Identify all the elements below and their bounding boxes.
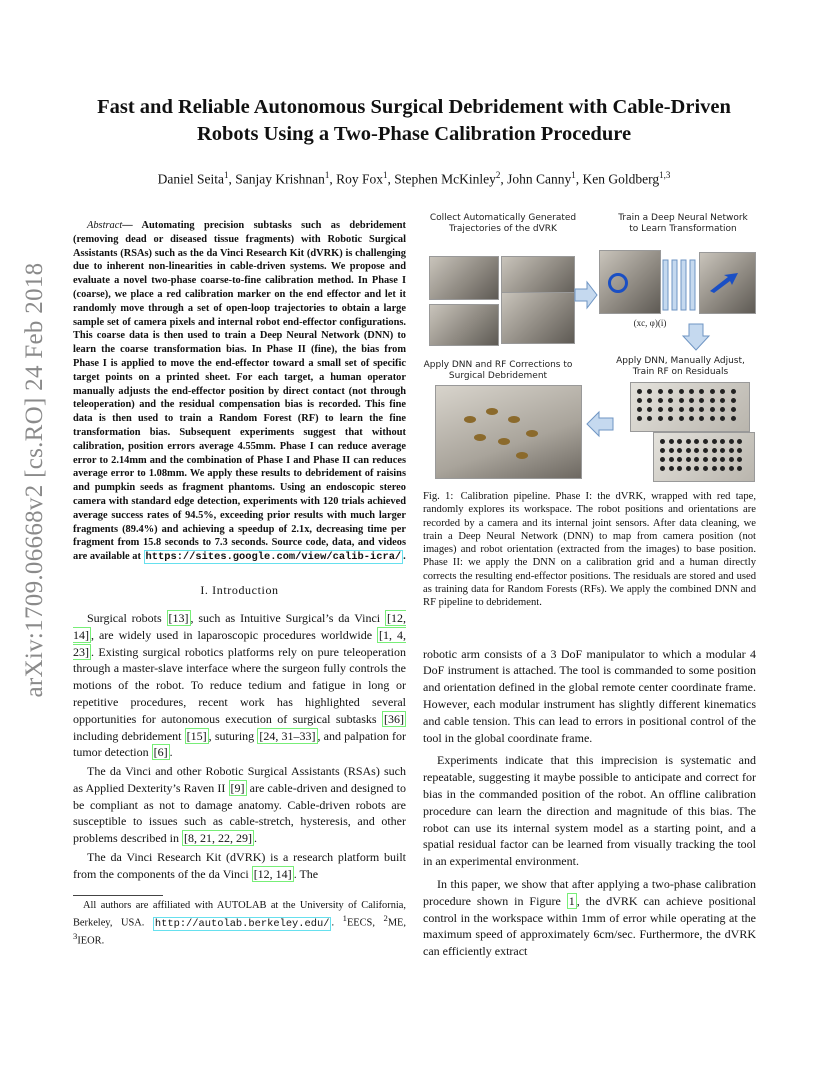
debridement-photo [435, 385, 582, 479]
author-affiliation: 1 [571, 170, 576, 180]
grid-dot [737, 439, 742, 444]
text: . [331, 917, 343, 929]
grid-dot [647, 389, 652, 394]
right-arrow-icon [573, 280, 599, 310]
figure-reference-link[interactable]: 1 [568, 893, 575, 908]
grid-dot [668, 407, 673, 412]
grid-dot [658, 398, 663, 403]
grid-dot [712, 448, 717, 453]
arxiv-id-text: arXiv:1709.06668v2 [cs.RO] 24 Feb 2018 [21, 262, 48, 698]
grid-dot [686, 448, 691, 453]
text: , suturing [208, 728, 258, 743]
grid-dot [710, 398, 715, 403]
left-column [73, 219, 406, 948]
grid-dot [669, 466, 674, 471]
footnote-divider [73, 895, 163, 896]
text: The da Vinci and other Robotic Surgical Assistants (RSAs) such as Applied Dexterity’s Raven II [73, 764, 406, 795]
grid-dot [710, 389, 715, 394]
text: . The [293, 866, 319, 881]
grid-dot [669, 439, 674, 444]
text: All authors are affiliated with AUTOLAB at the University of California, Berkeley, USA. [73, 899, 406, 929]
citation-link[interactable]: [36] [384, 711, 404, 726]
grid-dot [637, 407, 642, 412]
figure-label-train-dnn: Train a Deep Neural Network to Learn Transformation [618, 213, 748, 234]
author-affiliation: 1 [224, 170, 229, 180]
grid-dot [729, 466, 734, 471]
intro-paragraph-2 [73, 763, 406, 847]
citation-link[interactable]: [13] [168, 610, 189, 625]
footnote-mark: 3 [73, 931, 78, 942]
figure-1-calibration-pipeline [423, 210, 756, 482]
grid-dot [699, 416, 704, 421]
seed-fragment [486, 408, 498, 415]
grid-dot [660, 448, 665, 453]
blue-arrow-icon [710, 273, 740, 293]
citation-link[interactable]: [24, 31–33] [259, 728, 316, 743]
grid-dot [720, 416, 725, 421]
intro-paragraph-3 [73, 849, 406, 883]
text: IEOR. [77, 935, 105, 947]
grid-dot [699, 389, 704, 394]
transformation-photo [699, 252, 756, 314]
grid-dot [658, 389, 663, 394]
text: are cable-driven and designed to be compliant as not to damage anatomy. Cable-driven robots are susceptible to issues such as cable-stretch, hysteresis, and other problems described in [73, 780, 406, 846]
grid-dot [710, 407, 715, 412]
citation-link[interactable]: [9] [230, 780, 245, 795]
figure-label-apply-corrections: Apply DNN and RF Corrections to Surgical Debridement [423, 360, 573, 381]
author-name: Sanjay Krishnan [235, 171, 325, 187]
abstract-text: — Automating precision subtasks such as debridement (removing dead or diseased tissue fragments) with Robotic Surgical Assistants (RSAs) such as the da Vinci Research Kit (dVRK) is challenging due to inherent non-linearities in cable-driven systems. We propose and evaluate a novel two-phase coarse-to-fine calibration method. In Phase I (coarse), we place a red calibration marker on the end effector and let it randomly move through a set of open-loop trajectories to obtain a large sample set of camera pixels and internal robot end-effector configurations. This coarse data is then used to train a Deep Neural Network (DNN) to learn the coarse transformation bias. In Phase II (fine), the bias from Phase I is applied to move the end-effector toward a small set of specific target points on a printed sheet. For each target, a human operator manually adjusts the end-effector position by direct contact (not through teleoperation) and the residual compensation bias is recorded. This fine data is then used to train a Random Forest (RF) to learn the fine transformation bias. Subsequent experiments suggest that without calibration, position errors average 4.55mm. Phase I can reduce average error to 2.14mm and the combination of Phase I and Phase II can reduces average error to 1.08mm. We apply these results to debridement of raisins and pumpkin seeds as fragment phantoms. Using an endoscopic stereo camera with standard edge detection, experiments with 120 trials achieved average success rates of 94.5%, exceeding prior results with much larger fragments (89.4%) and achieving a speedup of 2.1x, decreasing time per fragment from 15.8 seconds to 7.3 seconds. Source code, data, and videos are available at [73, 220, 406, 563]
grid-dot [720, 457, 725, 462]
seed-fragment [498, 438, 510, 445]
formula-label: (xc, φ)(i) [633, 318, 667, 328]
grid-dot [694, 439, 699, 444]
text: EECS, [346, 917, 384, 929]
grid-dot [677, 439, 682, 444]
autolab-link[interactable]: http://autolab.berkeley.edu/ [154, 917, 330, 930]
author-affiliation: 1 [383, 170, 388, 180]
caption-label: Fig. 1: [423, 491, 454, 502]
grid-dot [668, 389, 673, 394]
text: , and palpation for tumor detection [73, 728, 406, 760]
citation-link[interactable]: [15] [186, 728, 207, 743]
grid-dot [712, 457, 717, 462]
grid-dot [729, 439, 734, 444]
arxiv-identifier [10, 262, 60, 698]
citation-link[interactable]: [6] [153, 745, 168, 760]
trajectory-photo [429, 304, 499, 346]
grid-dot [731, 398, 736, 403]
grid-dot [731, 407, 736, 412]
trajectory-photo [501, 292, 575, 344]
grid-dot [737, 457, 742, 462]
grid-dot [660, 466, 665, 471]
grid-dot [712, 466, 717, 471]
grid-dot [658, 416, 663, 421]
author-affiliation: 2 [495, 170, 501, 180]
grid-dot [686, 439, 691, 444]
grid-dot [677, 448, 682, 453]
grid-dot [647, 407, 652, 412]
grid-dot [731, 416, 736, 421]
grid-dot [694, 466, 699, 471]
author-name: Roy Fox [336, 171, 383, 187]
text: . Existing surgical robotics platforms rely on pure teleoperation through a master-slave interface where the surgeon fully controls the motions of the robot. To reduce tedium and fatigue in long or repetitive procedures, recent work has highlighted several opportunities for autonomous execution of surgical subtasks [73, 644, 406, 726]
grid-dot [720, 398, 725, 403]
grid-dot [703, 466, 708, 471]
citation-link[interactable]: [1, 4, 23] [73, 627, 406, 659]
grid-dot [658, 407, 663, 412]
figure-label-train-rf: Apply DNN, Manually Adjust, Train RF on Residuals [616, 356, 745, 377]
grid-dot [720, 466, 725, 471]
grid-dot [677, 466, 682, 471]
grid-dot [689, 416, 694, 421]
text: including debridement [73, 728, 185, 743]
grid-dot [686, 457, 691, 462]
text: Surgical robots [87, 610, 167, 625]
grid-dot [679, 416, 684, 421]
grid-dot [668, 398, 673, 403]
grid-dot [720, 389, 725, 394]
grid-dot [729, 448, 734, 453]
grid-dot [694, 457, 699, 462]
text: ME, [387, 917, 406, 929]
down-arrow-icon [681, 322, 711, 352]
grid-dot [710, 416, 715, 421]
grid-dot [712, 439, 717, 444]
grid-dot [689, 389, 694, 394]
text: . [169, 745, 173, 760]
grid-dot [647, 398, 652, 403]
grid-dot [689, 398, 694, 403]
right-paragraph-3 [423, 876, 756, 960]
author-affiliation: 1 [324, 170, 330, 180]
neural-network-icon [659, 256, 699, 316]
seed-fragment [474, 434, 486, 441]
seed-fragment [508, 416, 520, 423]
grid-dot [668, 416, 673, 421]
trajectory-photo [429, 256, 499, 300]
grid-dot [720, 407, 725, 412]
text: In this paper, we show that after applying a two-phase calibration procedure shown in Figure [423, 877, 756, 908]
author-name: Ken Goldberg [582, 171, 660, 187]
grid-dot [737, 466, 742, 471]
author-list: Daniel Seita$^1$, Sanjay Krishnan$^1$, Roy Fox$^1$, Stephen McKinley$^2$, John Canny$^1$, Ken Goldberg$^{1,3}$ [157, 170, 671, 187]
grid-dot [637, 398, 642, 403]
title-line-1: Fast and Reliable Autonomous Surgical Debridement with Cable-Driven [97, 96, 731, 118]
grid-dot [689, 407, 694, 412]
grid-dot [679, 407, 684, 412]
grid-dot [703, 448, 708, 453]
grid-dot [679, 389, 684, 394]
figure-label-collect: Collect Automatically Generated Trajectories of the dVRK [429, 213, 577, 234]
grid-dot [660, 457, 665, 462]
grid-dot [703, 457, 708, 462]
intro-paragraph-1 [73, 610, 406, 761]
paper-title [60, 94, 768, 148]
affiliation-footnote [73, 900, 406, 948]
title-line-2: Robots Using a Two-Phase Calibration Procedure [196, 123, 632, 145]
author-name: John Canny [507, 171, 572, 187]
figure-1-caption [423, 490, 756, 610]
footnote-mark: 1 [342, 913, 347, 924]
calibration-grid-photo [630, 382, 750, 432]
grid-dot [686, 466, 691, 471]
grid-dot [679, 398, 684, 403]
grid-dot [703, 439, 708, 444]
footnote-mark: 2 [383, 913, 388, 924]
grid-dot [637, 389, 642, 394]
grid-dot [694, 448, 699, 453]
grid-dot [677, 457, 682, 462]
grid-dot [720, 439, 725, 444]
citation-link[interactable]: [8, 21, 22, 29] [183, 831, 252, 846]
seed-fragment [464, 416, 476, 423]
citation-link[interactable]: [12, 14] [73, 610, 406, 642]
left-arrow-icon [585, 410, 615, 438]
text: . [253, 831, 257, 846]
grid-dot [729, 457, 734, 462]
text: The da Vinci Research Kit (dVRK) is a research platform built from the components of the da Vinci [73, 850, 406, 881]
abstract [73, 219, 406, 565]
author-name: Daniel Seita [157, 171, 224, 187]
text: , such as Intuitive Surgical’s da Vinci [190, 610, 385, 625]
abstract-end: . [403, 551, 406, 563]
abstract-label: Abstract [87, 220, 123, 231]
right-paragraph-1: robotic arm consists of a 3 DoF manipulator to which a modular 4 DoF instrument is attached. The tool is commanded to some position and orientation defined in the global remote center coordinate frame. However, each modular instrument has slightly different kinematics and cable tension. This can lead to errors in positional control of the tool in the global coordinate frame. [423, 646, 756, 745]
caption-text: Calibration pipeline. Phase I: the dVRK, wrapped with red tape, randomly explores its workspace. The robot positions and orientations are recorded by a camera and its internal joint sensors. After data cleaning, we train a Deep Neural Network (DNN) to map from camera position (not images) and robot orientation (extracted from the images) to base position. Phase II: we apply the DNN on a calibration grid and a human directly corrects the resulting end-effector positions. The residuals are stored and used as training data for Random Forests (RFs). We apply the combined DNN and RF pipeline to debridement. [423, 491, 757, 609]
project-link[interactable]: https://sites.google.com/view/calib-icra/ [145, 551, 402, 564]
grid-dot [699, 407, 704, 412]
author-affiliation: 1,3 [659, 170, 671, 180]
grid-dot [669, 457, 674, 462]
right-paragraph-2: Experiments indicate that this imprecision is systematic and repeatable, suggesting it maybe possible to anticipate and correct for bias in the commanded position of the robot. An offline calibration procedure can learn the direction and magnitude of this bias. The robot can use its internal system model as a starting point, and a spatial residual factor can be learned from visually tracking the tool in an experimental environment. [423, 753, 756, 869]
author-name: Stephen McKinley [394, 171, 496, 187]
citation-link[interactable]: [12, 14] [253, 866, 292, 881]
seed-fragment [516, 452, 528, 459]
text: , are widely used in laparoscopic procedures worldwide [91, 627, 378, 642]
grid-dot [660, 439, 665, 444]
calibration-grid-photo [653, 432, 755, 482]
grid-dot [637, 416, 642, 421]
grid-dot [737, 448, 742, 453]
grid-dot [699, 398, 704, 403]
grid-dot [731, 389, 736, 394]
grid-dot [647, 416, 652, 421]
seed-fragment [526, 430, 538, 437]
right-column [423, 210, 756, 962]
text: , the dVRK can achieve positional control in the workspace within 1mm of error while operating at the maximum speed of approximately 6cm/sec. Furthermore, the dVRK can efficiently extract [423, 893, 756, 959]
grid-dot [720, 448, 725, 453]
grid-dot [669, 448, 674, 453]
section-heading-introduction: I. Introduction [200, 582, 279, 597]
marker-circle-icon [608, 273, 628, 293]
red-marker-photo [599, 250, 661, 314]
